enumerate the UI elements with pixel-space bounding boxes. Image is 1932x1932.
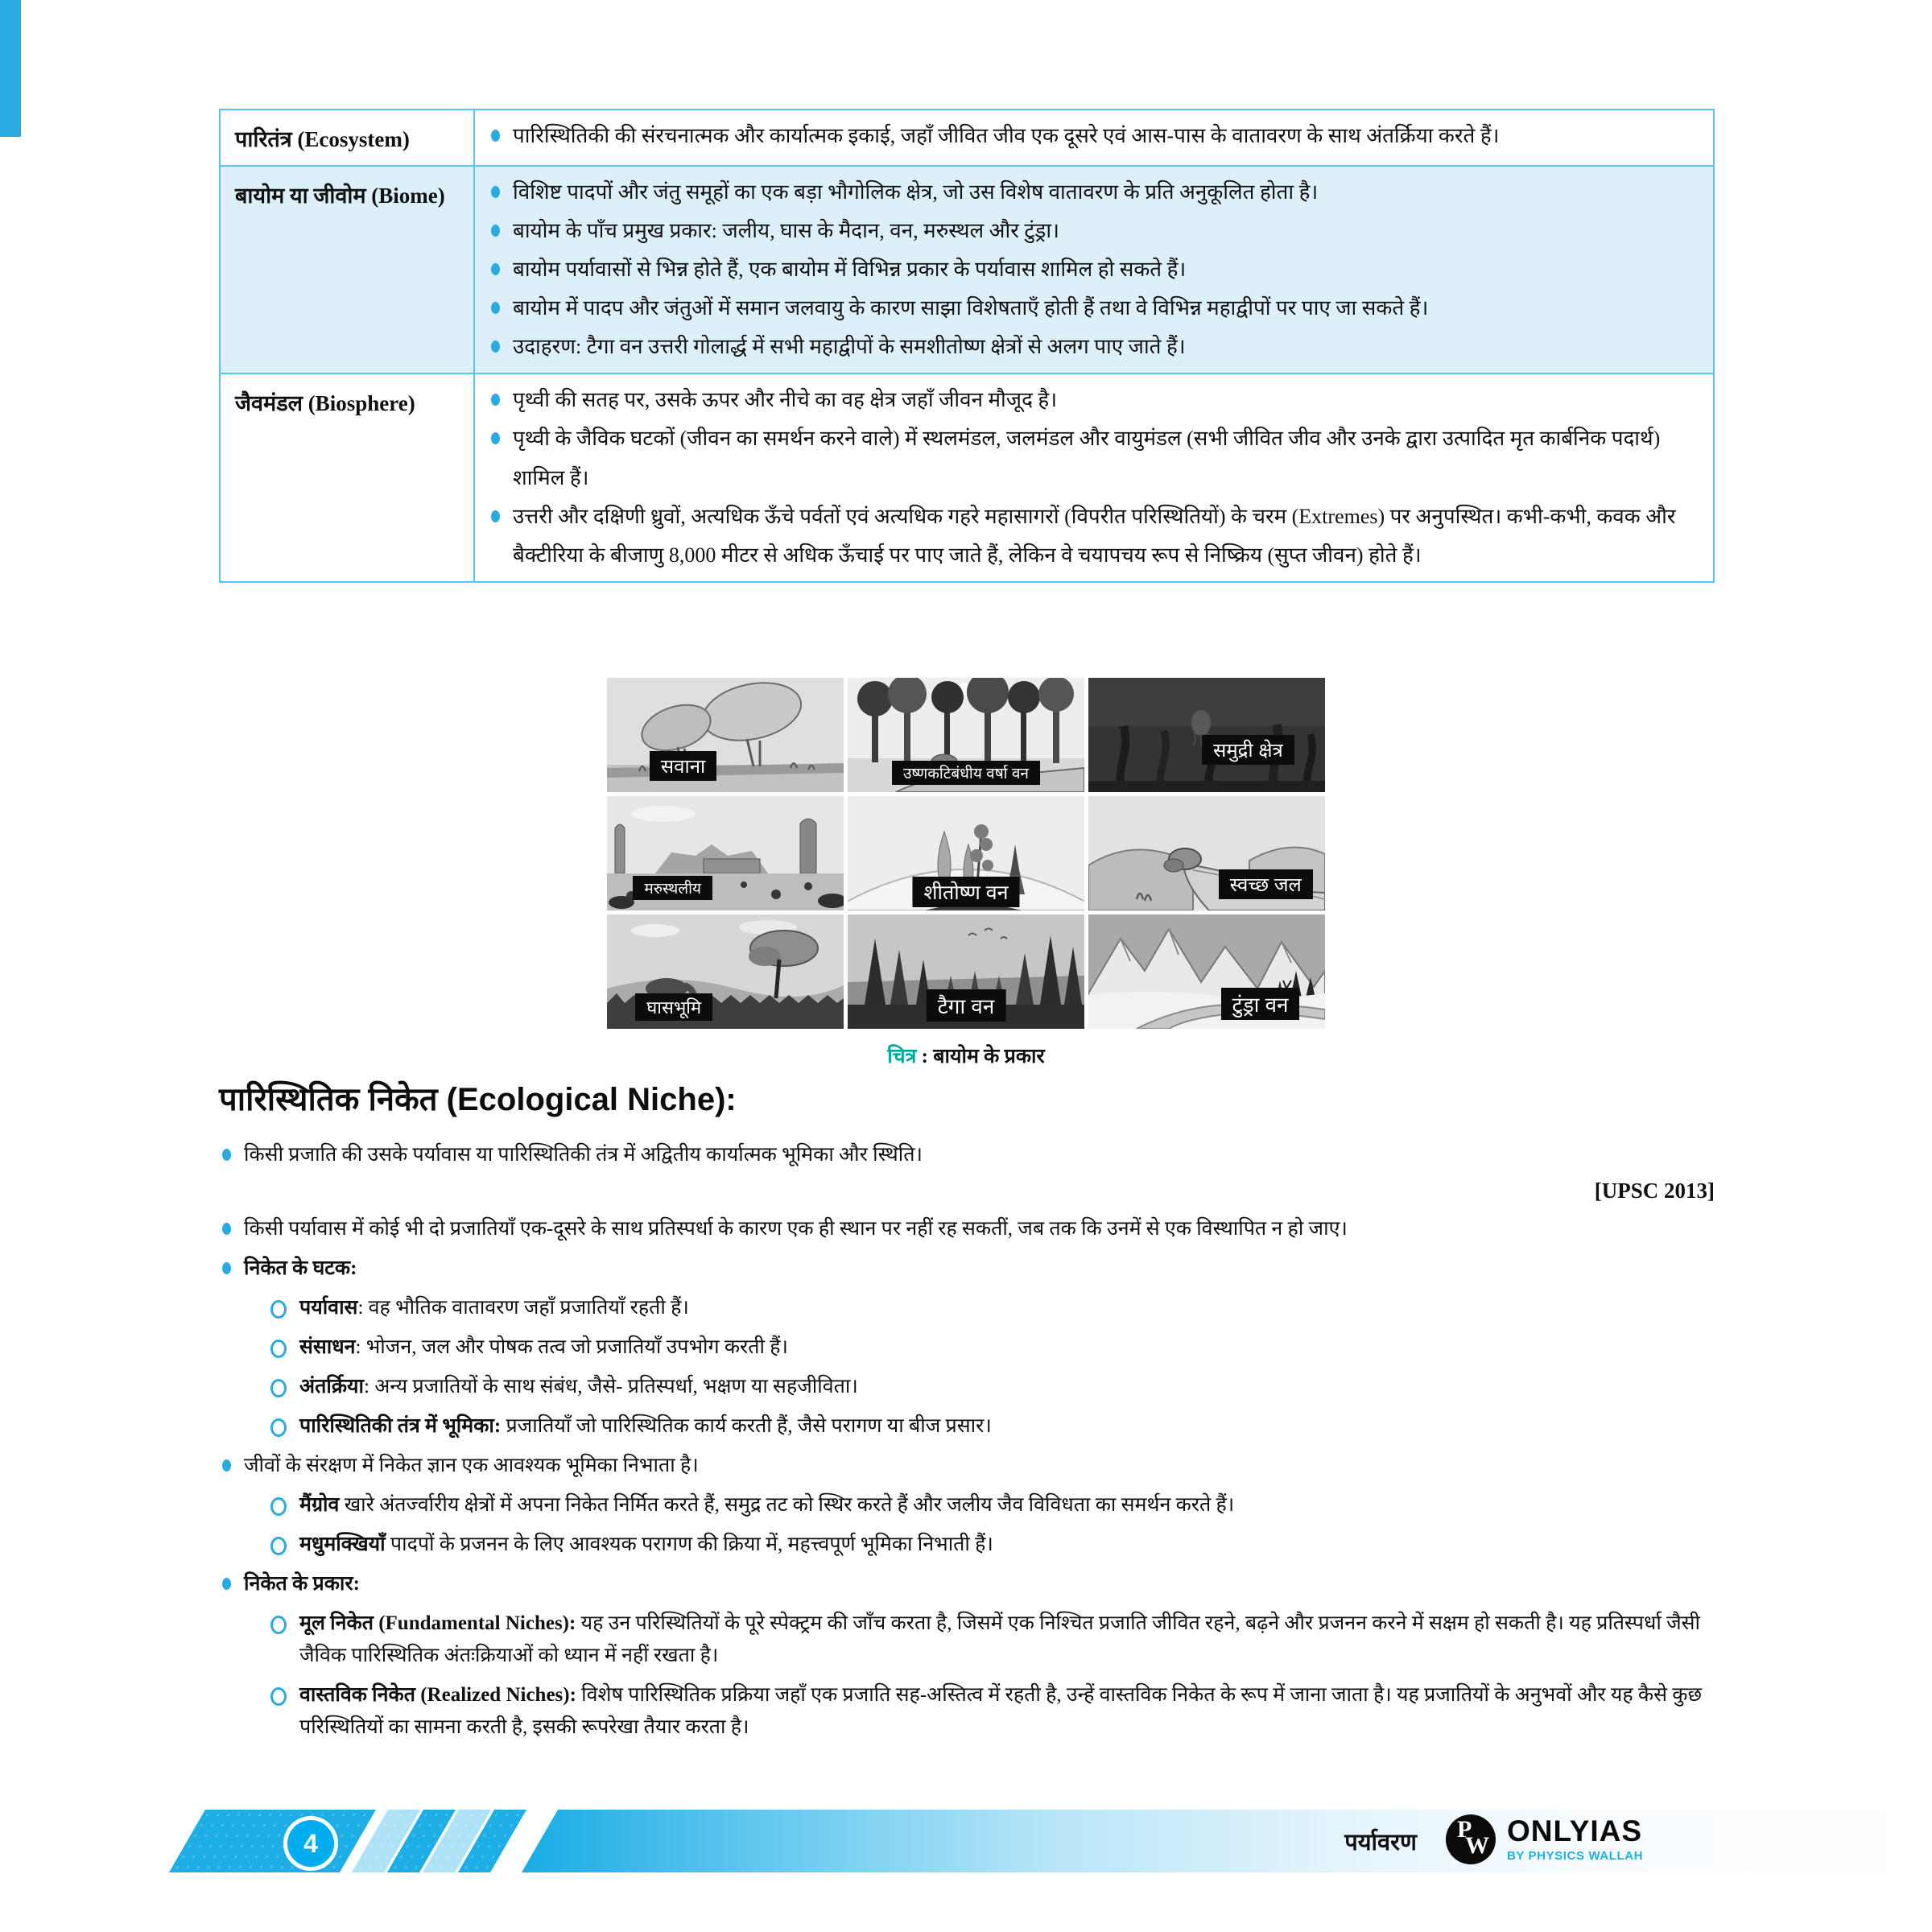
biome-label: स्वच्छ जल: [1219, 869, 1313, 899]
table-bullet: [488, 212, 1695, 250]
biome-panel-grassland: [607, 914, 844, 1029]
page-edge-tab: [0, 0, 21, 137]
item-lead: मूल निकेत (Fundamental Niches):: [299, 1612, 576, 1634]
niche-component-item: [219, 1410, 1715, 1443]
bullet-icon: [491, 394, 500, 406]
term-cell: बायोम या जीवोम (Biome): [221, 167, 475, 373]
item-rest: : भोजन, जल और पोषक तत्व जो प्रजातियाँ उपभोग करती हैं।: [355, 1336, 789, 1358]
item-lead: मैंग्रोव: [299, 1494, 340, 1516]
table-row-ecosystem: [221, 110, 1713, 165]
bullet-text: विशिष्ट पादपों और जंतु समूहों का एक बड़ा भौगोलिक क्षेत्र, जो उस विशेष वातावरण के प्रति अनुकूलित होता है।: [513, 180, 1319, 204]
footer-subject-label: पर्यावरण: [1344, 1830, 1417, 1856]
niche-component-item: [219, 1331, 1715, 1364]
pw-monogram-w: W: [1465, 1832, 1489, 1859]
item-rest: : अन्य प्रजातियों के साथ संबंध, जैसे- प्रतिस्पर्धा, भक्षण या सहजीविता।: [364, 1376, 858, 1397]
figure-caption-label: चित्र: [887, 1046, 917, 1067]
pw-monogram-p: P: [1457, 1816, 1472, 1843]
footer-parallelogram: [169, 1810, 376, 1872]
sub-bullet-icon: [270, 1340, 287, 1358]
item-rest: खारे अंतर्ज्वारीय क्षेत्रों में अपना निकेत निर्मित करते हैं, समुद्र तट को स्थिर करते हैं और जलीय जैव विविधता का समर्थन करते हैं।: [339, 1494, 1235, 1516]
ecological-niche-section: [219, 1075, 1715, 1751]
item-text: [299, 1410, 992, 1443]
item-lead: पर्यावास: [299, 1297, 358, 1319]
table-row-biosphere: [221, 373, 1713, 580]
sub-bullet-icon: [270, 1616, 287, 1634]
page-footer: [0, 1810, 1932, 1872]
page-number-badge: 4: [283, 1816, 338, 1871]
bullet-text: बायोम के पाँच प्रमुख प्रकार: जलीय, घास के मैदान, वन, मरुस्थल और टुंड्रा।: [513, 218, 1059, 242]
item-rest: विशेष पारिस्थितिक प्रक्रिया जहाँ एक प्रजाति सह-अस्तित्व में रहती है, उन्हें वास्तविक निकेत के रूप में जाना जाता है। यह प्रजातियों के अनुभवों और यह कैसे कुछ परिस्थितियों का सामना करती है, इसकी रूपरेखा तैयार करता है।: [299, 1684, 1703, 1738]
niche-type-item: [219, 1608, 1715, 1672]
item-text: [299, 1679, 1715, 1744]
table-bullet: [488, 381, 1695, 419]
brand-tagline: BY PHYSICS WALLAH: [1507, 1849, 1644, 1863]
bullet-icon: [491, 341, 500, 353]
sub-bullet-icon: [270, 1379, 287, 1397]
bullet-icon: [491, 225, 500, 237]
item-lead: वास्तविक निकेत (Realized Niches):: [299, 1684, 576, 1706]
bullet-icon: [491, 130, 500, 142]
table-bullet: [488, 289, 1695, 328]
points-cell: [475, 374, 1713, 580]
heading-lead: निकेत के प्रकार:: [244, 1573, 360, 1595]
figure-caption: [607, 1042, 1325, 1069]
table-bullet: [488, 328, 1695, 366]
biome-panel-savanna: [607, 678, 844, 792]
niche-types-heading: [219, 1568, 1715, 1600]
biome-panel-freshwater: [1088, 796, 1325, 910]
item-lead: संसाधन: [299, 1336, 356, 1358]
biome-panel-taiga: [848, 914, 1084, 1029]
onlyias-wordmark: [1507, 1816, 1643, 1863]
definitions-table: [219, 109, 1715, 583]
upsc-year-badge: [UPSC 2013]: [1594, 1179, 1715, 1203]
niche-bullet: [219, 1450, 1715, 1482]
bullet-text: पारिस्थितिकी की संरचनात्मक और कार्यात्मक इकाई, जहाँ जीवित जीव एक दूसरे एवं आस-पास के वातावरण के साथ अंतर्क्रिया करते हैं।: [513, 124, 1500, 147]
bullet-text: [244, 1568, 360, 1600]
biome-panel-desert: [607, 796, 844, 910]
bullet-text: किसी प्रजाति की उसके पर्यावास या पारिस्थितिकी तंत्र में अद्वितीय कार्यात्मक भूमिका और स्थिति।: [244, 1144, 923, 1166]
niche-component-item: [219, 1292, 1715, 1324]
table-row-biome: [221, 165, 1713, 373]
item-lead: अंतर्क्रिया: [299, 1376, 365, 1397]
niche-bullet: [219, 1213, 1715, 1245]
bullet-text: बायोम में पादप और जंतुओं में समान जलवायु के कारण साझा विशेषताएँ होती हैं तथा वे विभिन्न महाद्वीपों पर पाए जा सकते हैं।: [513, 296, 1429, 320]
bullet-text: जीवों के संरक्षण में निकेत ज्ञान एक आवश्यक भूमिका निभाता है।: [244, 1455, 699, 1476]
item-rest: प्रजातियाँ जो पारिस्थितिक कार्य करती हैं, जैसे परागण या बीज प्रसार।: [501, 1415, 992, 1437]
table-bullet: [488, 117, 1695, 155]
biome-label: टैगा वन: [927, 989, 1006, 1022]
figure-caption-text: : बायोम के प्रकार: [916, 1046, 1045, 1067]
bullet-text: [244, 1253, 357, 1285]
item-rest: यह उन परिस्थितियों के पूरे स्पेक्ट्रम की जाँच करता है, जिसमें एक निश्चित प्रजाति जीवित रहने, बढ़ने और प्रजनन करने में सक्षम हो सकती है। यह प्रतिस्पर्धा जैसी जैविक पारिस्थितिक अंतःक्रियाओं को ध्यान में नहीं रखता है।: [299, 1612, 1700, 1666]
bullet-icon: [222, 1262, 231, 1274]
niche-conservation-item: [219, 1529, 1715, 1561]
item-lead: मधुमक्खियाँ: [299, 1534, 386, 1555]
term-cell: जैवमंडल (Biosphere): [221, 374, 475, 580]
sub-bullet-icon: [270, 1497, 287, 1516]
item-text: [299, 1331, 788, 1364]
item-text: [299, 1371, 858, 1403]
bullet-icon: [222, 1578, 231, 1590]
biome-panel-grid: [607, 678, 1325, 1029]
pw-logo-icon: [1446, 1814, 1496, 1864]
bullet-icon: [222, 1149, 231, 1161]
heading-lead: निकेत के घटक:: [244, 1257, 357, 1279]
item-rest: पादपों के प्रजनन के लिए आवश्यक परागण की क्रिया में, महत्त्वपूर्ण भूमिका निभाती हैं।: [385, 1534, 993, 1555]
niche-conservation-item: [219, 1489, 1715, 1521]
item-text: [299, 1489, 1234, 1521]
item-lead: पारिस्थितिकी तंत्र में भूमिका:: [299, 1415, 502, 1437]
biome-label: टुंड्रा वन: [1221, 988, 1300, 1020]
points-cell: [475, 110, 1713, 165]
bullet-icon: [491, 302, 500, 314]
bullet-icon: [491, 263, 500, 275]
biome-panel-tropical-rainforest: [848, 678, 1084, 792]
biome-label: सवाना: [650, 751, 716, 781]
bullet-icon: [491, 510, 500, 522]
biome-figure: [607, 678, 1325, 1069]
niche-component-item: [219, 1371, 1715, 1403]
biome-panel-marine: [1088, 678, 1325, 792]
biome-label: शीतोष्ण वन: [912, 877, 1019, 907]
brand-name: ONLYIAS: [1507, 1814, 1643, 1847]
biome-panel-temperate-forest: [848, 796, 1084, 910]
bullet-icon: [222, 1223, 231, 1235]
bullet-text: पृथ्वी के जैविक घटकों (जीवन का समर्थन करने वाले) में स्थलमंडल, जलमंडल और वायुमंडल (सभी जीवित जीव और उनके द्वारा उत्पादित मृत कार्बनिक पदार्थ) शामिल हैं।: [513, 427, 1661, 489]
biome-label: मरुस्थलीय: [633, 876, 712, 900]
sub-bullet-icon: [270, 1537, 287, 1555]
publisher-brand: [1446, 1814, 1643, 1864]
table-bullet: [488, 497, 1695, 575]
table-bullet: [488, 419, 1695, 497]
table-bullet: [488, 250, 1695, 289]
niche-components-heading: [219, 1253, 1715, 1285]
biome-label: उष्णकटिबंधीय वर्षा वन: [892, 761, 1040, 785]
bullet-icon: [222, 1459, 231, 1472]
points-cell: [475, 167, 1713, 373]
sub-bullet-icon: [270, 1300, 287, 1319]
bullet-text: पृथ्वी की सतह पर, उसके ऊपर और नीचे का वह क्षेत्र जहाँ जीवन मौजूद है।: [513, 388, 1058, 412]
biome-panel-tundra: [1088, 914, 1325, 1029]
niche-type-item: [219, 1679, 1715, 1744]
niche-bullet: [219, 1139, 1715, 1171]
item-text: [299, 1608, 1715, 1672]
item-text: [299, 1292, 689, 1324]
sub-bullet-icon: [270, 1418, 287, 1437]
bullet-text: किसी पर्यावास में कोई भी दो प्रजातियाँ एक-दूसरे के साथ प्रतिस्पर्धा के कारण एक ही स्थान पर नहीं रह सकतीं, जब तक कि उनमें से एक विस्थापित न हो जाए।: [244, 1218, 1348, 1240]
bullet-icon: [491, 432, 500, 444]
item-text: [299, 1529, 993, 1561]
bullet-icon: [491, 186, 500, 198]
sub-bullet-icon: [270, 1687, 287, 1706]
savanna-illustration: [607, 678, 844, 792]
bullet-text: बायोम पर्यावासों से भिन्न होते हैं, एक बायोम में विभिन्न प्रकार के पर्यावास शामिल हो सकते हैं।: [513, 258, 1187, 282]
section-heading: पारिस्थितिक निकेत (Ecological Niche):: [219, 1082, 737, 1117]
term-cell: पारितंत्र (Ecosystem): [221, 110, 475, 165]
bullet-text: उत्तरी और दक्षिणी ध्रुवों, अत्यधिक ऊँचे पर्वतों एवं अत्यधिक गहरे महासागरों (विपरीत परिस्थितियों) के चरम (Extremes) पर अनुपस्थित। कभी-कभी, कवक और बैक्टीरिया के बीजाणु 8,000 मीटर से अधिक ऊँचाई पर पाए जाते हैं, लेकिन वे चयापचय रूप से निष्क्रिय (सुप्त जीवन) होते हैं।: [513, 504, 1676, 567]
biome-label: घासभूमि: [635, 993, 712, 1021]
biome-label: समुद्री क्षेत्र: [1202, 735, 1294, 765]
item-rest: : वह भौतिक वातावरण जहाँ प्रजातियाँ रहती हैं।: [357, 1297, 689, 1319]
bullet-text: उदाहरण: टैगा वन उत्तरी गोलार्द्ध में सभी महाद्वीपों के समशीतोष्ण क्षेत्रों से अलग पाए जाते हैं।: [513, 335, 1186, 359]
table-bullet: [488, 173, 1695, 212]
